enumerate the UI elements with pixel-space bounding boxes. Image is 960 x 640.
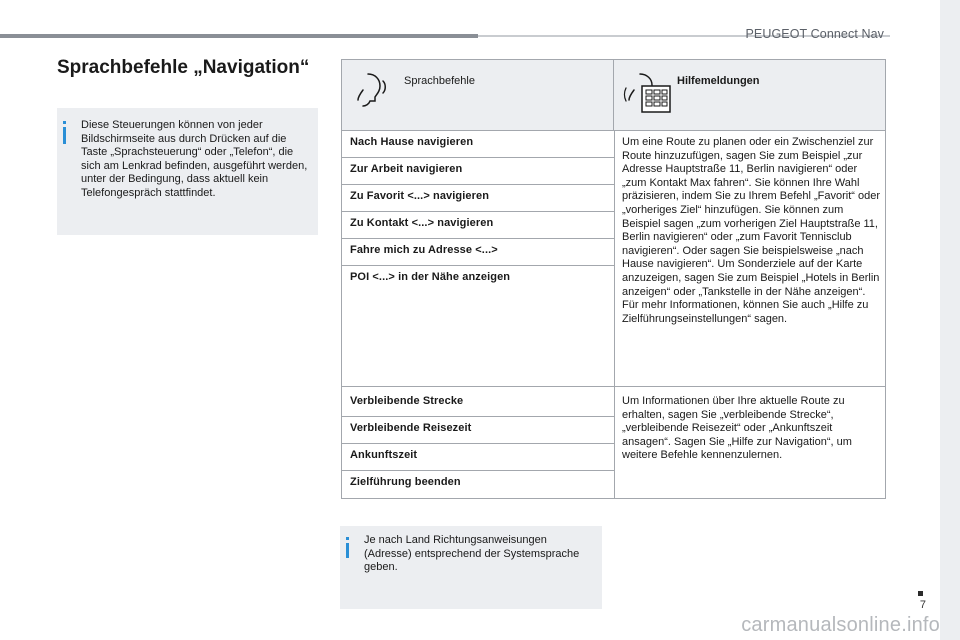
table-rule <box>342 443 614 444</box>
info-note-text: Diese Steuerungen können von jeder Bildschirmseite aus durch Drücken auf die Taste „Sprachsteuerung“ oder „Telefon“, die sich am Lenkrad befinden, ausgeführt werden, unter der Bedingung, dass aktuell kein Telefongespräch stattfindet. <box>81 119 308 199</box>
table-rule <box>342 386 885 387</box>
header-help-label: Hilfemeldungen <box>677 75 760 87</box>
info-icon <box>63 127 66 144</box>
table-rule <box>342 184 614 185</box>
info-icon <box>346 543 349 558</box>
command-arrival-time: Ankunftszeit <box>350 449 418 461</box>
header-brand: PEUGEOT Connect Nav <box>745 27 884 41</box>
command-remaining-distance: Verbleibende Strecke <box>350 395 464 407</box>
page-title: Sprachbefehle „Navigation“ <box>57 57 310 78</box>
table-rule <box>342 416 614 417</box>
command-stop-guidance: Zielführung beenden <box>350 476 461 488</box>
watermark: carmanualsonline.info <box>741 614 940 636</box>
help-text-route-info: Um Informationen über Ihre aktuelle Route zu erhalten, sagen Sie „verbleibende Strecke“, „verbleibende Reisezeit“ oder „Ankunftszeit ansagen“. Sagen Sie „Hilfe zur Navigation“, um weitere Befehle kennenzulernen. <box>622 395 852 462</box>
header-rule <box>0 34 478 38</box>
command-work: Zur Arbeit navigieren <box>350 163 463 175</box>
table-rule <box>342 470 614 471</box>
voice-keypad-icon <box>622 70 674 116</box>
header-commands-label: Sprachbefehle <box>404 75 475 87</box>
info-icon-dot <box>63 121 66 124</box>
header-cell-help <box>614 60 885 130</box>
table-rule <box>342 157 614 158</box>
command-poi: POI <...> in der Nähe anzeigen <box>350 271 511 283</box>
voice-commands-table <box>341 59 886 499</box>
side-strip <box>940 0 960 640</box>
help-text-route: Um eine Route zu planen oder ein Zwischenziel zur Route hinzuzufügen, sagen Sie zum Beispiel „zur Adresse Hauptstraße 11, Berlin navigieren“ oder „zum Kontakt Max fahren“. Sie können Ihre Wahl präzisieren, indem Sie zu Ihrem Befehl „Favorit“ oder „vorheriges Ziel“ hinzufügen. Sie können zum Beispiel sagen „zum vorherigen Ziel Hauptstraße 11, Berlin navigieren“ oder „zum Favorit Tennisclub navigieren“. Oder sagen Sie beispielsweise „nach Hause navigieren“. Um Sonderziele auf der Karte anzuzeigen, sagen Sie zum Beispiel „Hotels in Berlin anzeigen“ oder „Tankstelle in der Nähe anzeigen“. Für mehr Informationen, können Sie auch „Hilfe zu Zielführungseinstellungen“ sagen. <box>622 136 880 325</box>
page-end-marker <box>918 591 923 596</box>
info-note-language <box>340 526 602 609</box>
page-number: 7 <box>919 599 926 611</box>
command-address: Fahre mich zu Adresse <...> <box>350 244 498 256</box>
info-icon-dot <box>346 537 349 540</box>
table-rule <box>342 238 614 239</box>
command-favorite: Zu Favorit <...> navigieren <box>350 190 490 202</box>
voice-command-icon <box>354 70 392 112</box>
command-contact: Zu Kontakt <...> navigieren <box>350 217 494 229</box>
header-cell-commands <box>342 60 614 130</box>
table-rule <box>342 211 614 212</box>
command-remaining-time: Verbleibende Reisezeit <box>350 422 472 434</box>
table-column-rule <box>614 130 615 498</box>
info-note-steering <box>57 108 318 235</box>
command-home: Nach Hause navigieren <box>350 136 474 148</box>
table-rule <box>342 265 614 266</box>
info-note-text: Je nach Land Richtungsanweisungen (Adresse) entsprechend der Systemsprache geben. <box>364 534 580 574</box>
